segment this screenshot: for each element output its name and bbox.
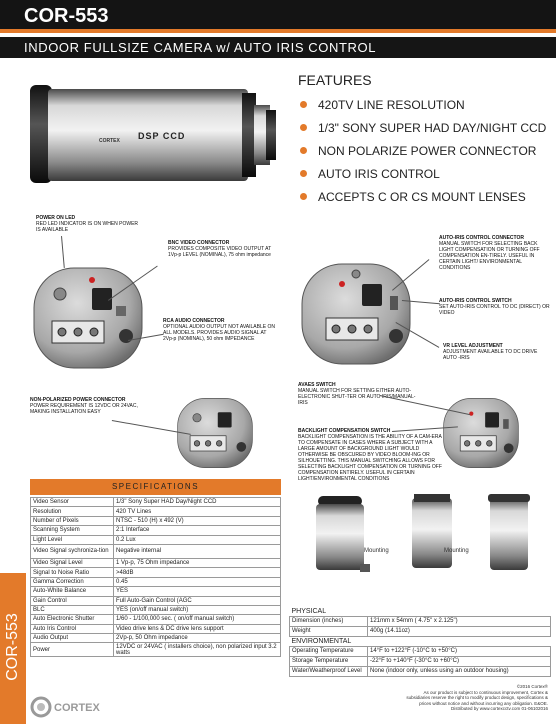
environmental-title: ENVIRONMENTAL	[291, 638, 352, 645]
table-row: Dimension (inches) 121mm x 54mm ( 4.75" x 2.125")	[290, 616, 551, 626]
cortex-logo	[30, 696, 110, 718]
table-row: Scanning System 2:1 Interface	[31, 526, 281, 535]
table-row: Auto-White Balance YES	[31, 587, 281, 596]
table-row: Signal to Noise Ratio >48dB	[31, 568, 281, 577]
bullet-icon	[300, 193, 307, 200]
callout-bnc: BNC VIDEO CONNECTOR PROVIDES COMPOSITE VIDEO OUTPUT AT 1Vp-p LEVEL (NOMINAL), 75 ohm impedance	[168, 240, 272, 258]
table-row: Video Signal Level 1 Vp-p, 75 Ohm impedance	[31, 558, 281, 567]
feature-item: 1/3" SONY SUPER HAD DAY/NIGHT CCD	[298, 121, 548, 144]
table-row: BLC YES (on/off manual switch)	[31, 605, 281, 614]
camera-mounting-image-2	[400, 494, 466, 576]
callout-blc: BACKLIGHT COMPENSATION SWITCH BACKLIGHT COMPENSATION IS THE ABILITY OF A CAM-ERA TO COMPENSATE IN CASES WHERE A SUBJECT WITH A LARGE AMOUNT OF BACKGROUND LIGHT WOULD OTHERWISE BE OBSCURED BY VIDEO BLOOM-ING OR SILHOUETTING. THIS MANUAL SWITCHING ALLOWS FOR SELECTING BACKLIGHT COMPENSATION OR TURNING OFF COMPENSATION ENTIRELY. USEFUL IN CERTAIN LIGHT/ENVIRONMENTAL CONDITIONS	[298, 428, 442, 482]
table-row: Video Sensor 1/3" Sony Super HAD Day/Night CCD	[31, 498, 281, 507]
callout-power-led: POWER ON LED RED LED INDICATOR IS ON WHEN POWER IS AVAILABLE	[36, 215, 139, 233]
specifications-header	[30, 479, 281, 495]
callout-rca: RCA AUDIO CONNECTOR OPTIONAL AUDIO OUTPUT NOT AVAILABLE ON ALL MODELS. PROVIDES AUDIO SIGNAL AT 2Vp-p (NOMINAL), 50 ohm IMPEDANCE	[163, 318, 275, 342]
bullet-icon	[300, 101, 307, 108]
table-row: Light Level 0.2 Lux	[31, 535, 281, 544]
table-row: Power 12VDC or 24VAC ( installers choice), non polarized input 3.2 watts	[31, 643, 281, 657]
callout-auto-iris-switch: AUTO-IRIS CONTROL SWITCH SET AUTO-IRIS CONTROL TO DC (DIRECT) OR VIDEO	[439, 298, 550, 316]
table-row: Weight 400g (14.11oz)	[290, 626, 551, 636]
table-row: Number of Pixels NTSC - 510 (H) x 492 (V)	[31, 516, 281, 525]
callout-aves: AVAES SWITCH MANUAL SWITCH FOR SETTING EITHER AUTO-ELECTRONIC SHUT-TER OR AUTO IRIS/MANUAL-IRIS	[298, 382, 416, 406]
rear-panel-switch-image	[441, 397, 521, 469]
rear-panel-right-image	[300, 262, 412, 366]
section-row	[290, 606, 551, 616]
svg-text:CORTEX: CORTEX	[54, 702, 100, 714]
leader-line	[61, 236, 65, 268]
features-section	[298, 72, 548, 213]
footer-legal: ©2016 Cortex® As our product is subject to continuous improvement, Cortex & subsidiaries reserve the right to modify product design, specifications & prices without notice and without incurring any obligation. E&OE. Distributed by www.cortexcctv.com 01-06102016	[406, 684, 548, 711]
table-row: Storage Temperature -22°F to +140°F (-30°C to +60°C)	[290, 656, 551, 666]
table-row: Audio Output 2Vp-p, 50 Ohm impedance	[31, 634, 281, 643]
callout-non-polarized: NON-POLARIZED POWER CONNECTOR POWER REQUIREMENT IS 12VDC OR 24VAC, MAKING INSTALLATION EASY	[30, 397, 138, 415]
physical-table	[289, 606, 551, 677]
table-row: Video Signal sychroniza-tion Negative internal	[31, 544, 281, 558]
feature-item: AUTO IRIS CONTROL	[298, 167, 548, 190]
camera-brand-label: CORTEX	[99, 138, 120, 144]
rear-panel-left-image	[32, 266, 144, 370]
table-row: Operating Temperature 14°F to +122°F (-10°C to +50°C)	[290, 646, 551, 656]
features-title: FEATURES	[298, 72, 372, 88]
model-title: COR-553	[24, 5, 109, 27]
bullet-icon	[300, 170, 307, 177]
camera-mounting-image-3	[480, 494, 536, 576]
feature-item: NON POLARIZE POWER CONNECTOR	[298, 144, 548, 167]
table-row: Gain Control Full Auto-Gain Control (AGC	[31, 596, 281, 605]
specifications-title: SPECIFICATIONS	[111, 482, 200, 491]
features-list	[298, 98, 548, 213]
table-row: Auto Iris Control Video drive lens & DC drive lens support	[31, 624, 281, 633]
bullet-icon	[300, 124, 307, 131]
bullet-icon	[300, 147, 307, 154]
physical-title: PHYSICAL	[291, 607, 327, 615]
specifications-table	[30, 497, 281, 657]
header-bar	[0, 0, 556, 33]
callout-auto-iris-connector: AUTO-IRIS CONTROL CONNECTOR MANUAL SWITCH FOR SELECTING BACK LIGHT COMPENSATION OR TURNING OFF COMPENSATION EN-TIRELY. USEFUL IN CERTAIN LIGHT/ ENVIRONMENTAL CONDITIONS	[439, 235, 540, 271]
side-model-label: COR-553	[4, 613, 21, 681]
table-row: Resolution 420 TV Lines	[31, 507, 281, 516]
callout-vr-level: VR LEVEL ADJUSTMENT ADJUSTMENT AVAILABLE TO DC DRIVE AUTO -IRIS	[443, 343, 538, 361]
product-subtitle: INDOOR FULLSIZE CAMERA w/ AUTO IRIS CONTROL	[24, 40, 377, 55]
mounting-label-1: Mounting	[364, 548, 389, 554]
table-row: Auto Electronic Shutter 1/60 - 1/100,000 sec. ( on/off manual switch)	[31, 615, 281, 624]
subtitle-bar	[0, 37, 556, 58]
mounting-label-2: Mounting	[444, 548, 469, 554]
camera-mounting-image-1	[308, 494, 378, 576]
side-model-tab	[0, 573, 26, 724]
section-row	[290, 636, 551, 646]
feature-item: 420TV LINE RESOLUTION	[298, 98, 548, 121]
feature-item: ACCEPTS C OR CS MOUNT LENSES	[298, 190, 548, 213]
camera-dsp-label: DSP CCD	[138, 131, 186, 141]
table-row: Water/Weatherproof Level None (indoor only, unless using an outdoor housing)	[290, 666, 551, 676]
table-row: Gamma Correction 0.45	[31, 577, 281, 586]
